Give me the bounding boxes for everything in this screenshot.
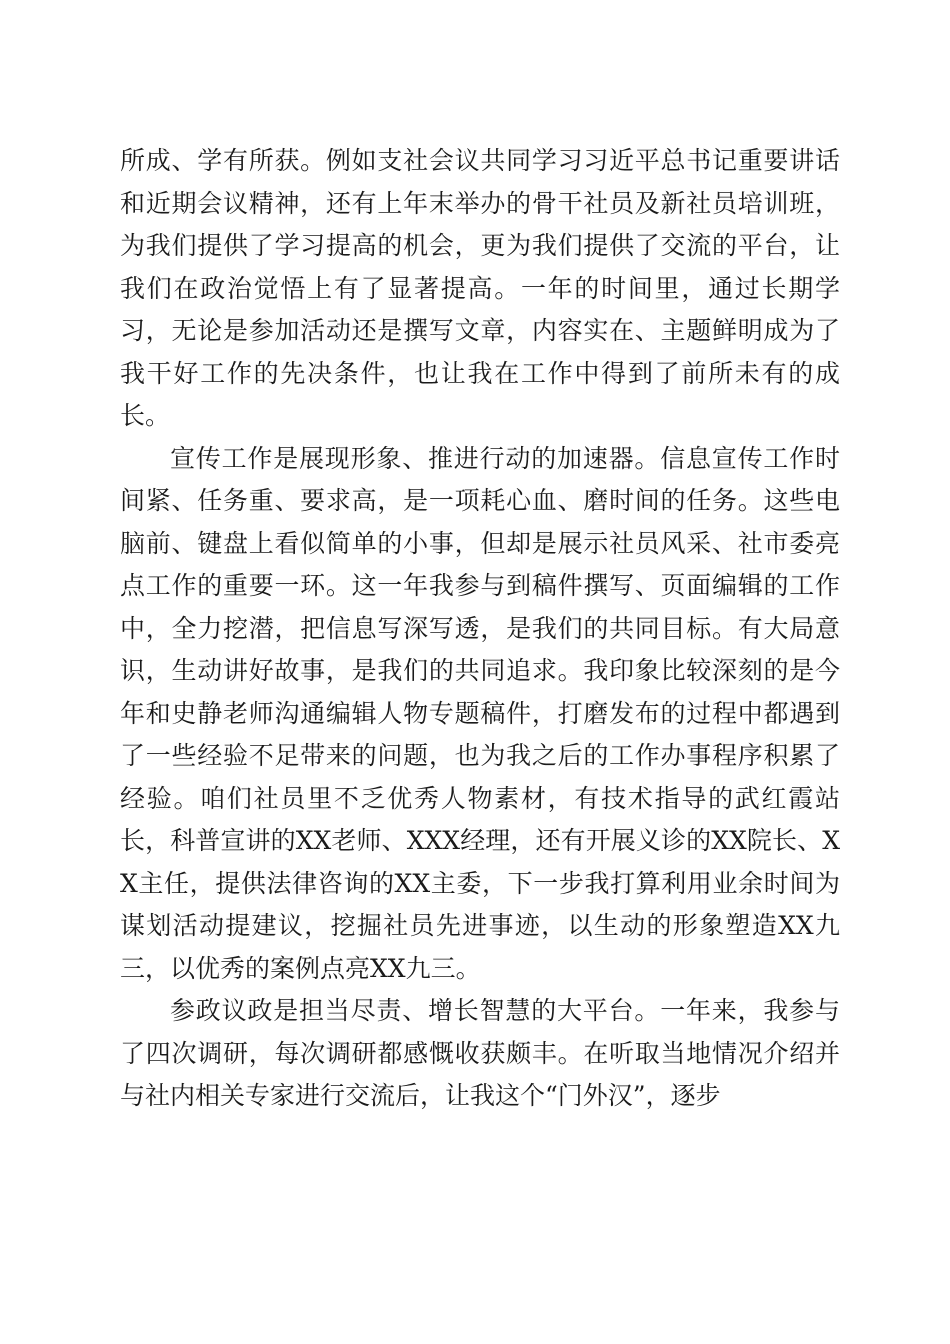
paragraph-continuation: 所成、学有所获。例如支社会议共同学习习近平总书记重要讲话和近期会议精神，还有上年末举办的骨干社员及新社员培训班，为我们提供了学习提高的机会，更为我们提供了交流的平台，让我们在政治觉悟上有了显著提高。一年的时间里，通过长期学习，无论是参加活动还是撰写文章，内容实在、主题鲜明成为了我干好工作的先决条件，也让我在工作中得到了前所未有的成长。 (120, 146, 840, 430)
paragraph-political-participation: 参政议政是担当尽责、增长智慧的大平台。一年来，我参与了四次调研，每次调研都感慨收获颇丰。在听取当地情况介绍并与社内相关专家进行交流后，让我这个“门外汉”，逐步 (120, 996, 840, 1110)
document-body (120, 140, 840, 1118)
paragraph-publicity-work: 宣传工作是展现形象、推进行动的加速器。信息宣传工作时间紧、任务重、要求高，是一项耗心血、磨时间的任务。这些电脑前、键盘上看似简单的小事，但却是展示社员风采、社市委亮点工作的重要一环。这一年我参与到稿件撰写、页面编辑的工作中，全力挖潜，把信息写深写透，是我们的共同目标。有大局意识，生动讲好故事，是我们的共同追求。我印象比较深刻的是今年和史静老师沟通编辑人物专题稿件，打磨发布的过程中都遇到了一些经验不足带来的问题，也为我之后的工作办事程序积累了经验。咱们社员里不乏优秀人物素材，有技术指导的武红霞站长，科普宣讲的XX老师、XXX经理，还有开展义诊的XX院长、XX主任，提供法律咨询的XX主委，下一步我打算利用业余时间为谋划活动提建议，挖掘社员先进事迹，以生动的形象塑造XX九三，以优秀的案例点亮XX九三。 (120, 443, 840, 983)
